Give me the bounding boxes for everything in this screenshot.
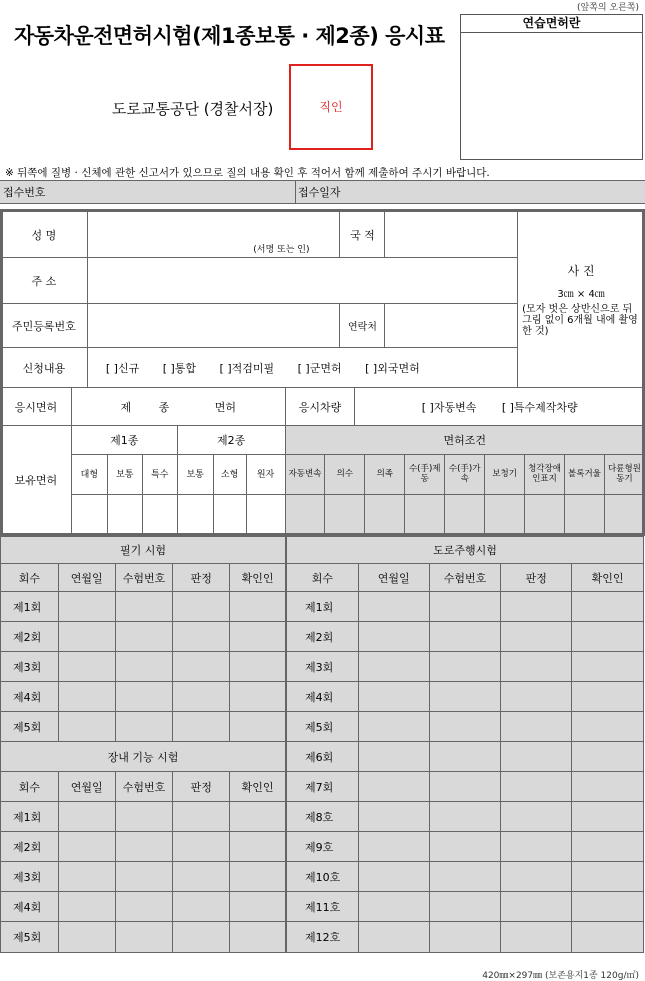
exam-license-label: 응시면허	[1, 388, 72, 426]
exam-license-field[interactable]	[71, 388, 285, 426]
exam-number-cell[interactable]	[429, 802, 501, 832]
confirm-cell[interactable]	[230, 832, 286, 862]
round-label: 제4회	[1, 682, 59, 712]
photo-size: 3㎝ × 4㎝	[557, 289, 605, 300]
exam-number-cell[interactable]	[429, 772, 501, 802]
nationality-field[interactable]	[385, 212, 518, 258]
condition-field[interactable]	[405, 495, 445, 535]
condition-automatic: 자동변속	[285, 455, 325, 495]
round-label: 제4회	[287, 682, 359, 712]
date-cell[interactable]	[358, 712, 429, 742]
round-label: 제2회	[1, 832, 59, 862]
class2-small: 소형	[213, 455, 246, 495]
issuing-agency: 도로교통공단 (경찰서장)	[112, 100, 274, 118]
result-cell[interactable]	[501, 832, 572, 862]
condition-field[interactable]	[445, 495, 485, 535]
confirm-cell[interactable]	[230, 592, 286, 622]
result-cell[interactable]	[501, 772, 572, 802]
round-label: 제2회	[1, 622, 59, 652]
date-cell[interactable]	[358, 622, 429, 652]
contact-field[interactable]	[385, 304, 518, 348]
date-cell[interactable]	[358, 682, 429, 712]
date-cell[interactable]	[58, 652, 115, 682]
result-cell[interactable]	[501, 682, 572, 712]
condition-hand-brake: 수(手)제동	[405, 455, 445, 495]
exam-number-cell[interactable]	[429, 892, 501, 922]
confirm-cell[interactable]	[572, 892, 644, 922]
round-label: 제4회	[1, 892, 59, 922]
round-label: 제8호	[287, 802, 359, 832]
vehicle-automatic-option[interactable]: [ ]자동변속	[421, 400, 477, 414]
exam-number-cell[interactable]	[115, 922, 173, 953]
column-header: 연월일	[358, 564, 429, 592]
round-label: 제1회	[1, 592, 59, 622]
date-cell[interactable]	[358, 802, 429, 832]
practice-license-box[interactable]	[460, 14, 643, 160]
round-label: 제2회	[287, 622, 359, 652]
condition-hearing-aid: 보청기	[485, 455, 525, 495]
address-field[interactable]	[87, 258, 517, 304]
name-field[interactable]	[87, 212, 340, 258]
page-side-label: (앞쪽의 오른쪽)	[576, 3, 639, 13]
exam-number-cell[interactable]	[115, 682, 173, 712]
date-cell[interactable]	[58, 592, 115, 622]
result-cell[interactable]	[501, 592, 572, 622]
column-header: 확인인	[230, 772, 286, 802]
class2-motorbike: 원자	[246, 455, 285, 495]
confirm-cell[interactable]	[572, 922, 644, 953]
round-label: 제6회	[287, 742, 359, 772]
exam-number-cell[interactable]	[115, 892, 173, 922]
condition-hearing-impaired-sign: 청각장애인표지	[525, 455, 565, 495]
date-cell[interactable]	[58, 682, 115, 712]
confirm-cell[interactable]	[230, 712, 286, 742]
practice-license-header: 연습면허란	[461, 15, 642, 33]
confirm-cell[interactable]	[572, 652, 644, 682]
road-test-title: 도로주행시험	[287, 537, 644, 564]
option-aptitude-unchecked[interactable]: [ ]적검미필	[219, 361, 275, 375]
vehicle-special-option[interactable]: [ ]특수제작차량	[501, 400, 578, 414]
round-label: 제10호	[287, 862, 359, 892]
condition-field[interactable]	[485, 495, 525, 535]
signature-hint: (서명 또는 인)	[253, 245, 310, 255]
exam-license-part-2: 종	[158, 400, 170, 414]
column-header: 회수	[1, 564, 59, 592]
application-options	[87, 348, 517, 388]
date-cell[interactable]	[58, 802, 115, 832]
date-cell[interactable]	[58, 712, 115, 742]
result-cell[interactable]	[173, 862, 230, 892]
application-label: 신청내용	[1, 348, 88, 388]
column-header: 수험번호	[115, 564, 173, 592]
date-cell[interactable]	[58, 892, 115, 922]
round-label: 제3회	[1, 862, 59, 892]
exam-number-cell[interactable]	[429, 592, 501, 622]
exam-number-cell[interactable]	[115, 712, 173, 742]
confirm-cell[interactable]	[230, 682, 286, 712]
exam-license-part-1: 제	[120, 400, 132, 414]
written-test-title: 필기 시험	[1, 537, 286, 564]
confirm-cell[interactable]	[572, 712, 644, 742]
confirm-cell[interactable]	[572, 772, 644, 802]
confirm-cell[interactable]	[572, 592, 644, 622]
round-label: 제5회	[1, 712, 59, 742]
official-seal-box: 직인	[289, 64, 373, 150]
date-cell[interactable]	[358, 892, 429, 922]
receipt-bar	[0, 180, 645, 204]
column-header: 회수	[1, 772, 59, 802]
resident-number-label: 주민등록번호	[1, 304, 88, 348]
confirm-cell[interactable]	[572, 802, 644, 832]
condition-field[interactable]	[564, 495, 604, 535]
condition-convex-mirror: 볼록거울	[564, 455, 604, 495]
resident-number-field[interactable]	[87, 304, 340, 348]
condition-field[interactable]	[604, 495, 644, 535]
condition-hand-accelerator: 수(手)가속	[445, 455, 485, 495]
condition-field[interactable]	[525, 495, 565, 535]
result-cell[interactable]	[173, 892, 230, 922]
conditions-header: 면허조건	[285, 426, 645, 455]
address-label: 주 소	[1, 258, 88, 304]
exam-number-cell[interactable]	[429, 712, 501, 742]
exam-number-cell[interactable]	[429, 622, 501, 652]
column-header: 수험번호	[115, 772, 173, 802]
result-cell[interactable]	[173, 922, 230, 953]
result-cell[interactable]	[173, 592, 230, 622]
result-cell[interactable]	[173, 682, 230, 712]
date-cell[interactable]	[58, 862, 115, 892]
confirm-cell[interactable]	[572, 832, 644, 862]
round-label: 제1회	[1, 802, 59, 832]
option-military-license[interactable]: [ ]군면허	[297, 361, 342, 375]
exam-vehicle-label: 응시차량	[285, 388, 355, 426]
nationality-label: 국 적	[340, 212, 385, 258]
column-header: 판정	[501, 564, 572, 592]
exam-vehicle-options	[355, 388, 645, 426]
round-label: 제1회	[287, 592, 359, 622]
class1-regular: 보통	[107, 455, 142, 495]
round-label: 제11호	[287, 892, 359, 922]
form-title: 자동차운전면허시험(제1종보통 · 제2종) 응시표	[14, 24, 445, 48]
exam-number-cell[interactable]	[115, 862, 173, 892]
condition-field[interactable]	[285, 495, 325, 535]
round-label: 제3회	[287, 652, 359, 682]
exam-number-cell[interactable]	[429, 922, 501, 953]
date-cell[interactable]	[58, 832, 115, 862]
column-header: 확인인	[572, 564, 644, 592]
condition-prosthetic-leg: 의족	[365, 455, 405, 495]
receipt-number-label: 접수번호	[3, 186, 46, 199]
class2-header: 제2종	[177, 426, 285, 455]
exam-number-cell[interactable]	[429, 862, 501, 892]
photo-title: 사 진	[567, 264, 595, 278]
result-cell[interactable]	[501, 922, 572, 953]
result-cell[interactable]	[173, 652, 230, 682]
exam-number-cell[interactable]	[429, 682, 501, 712]
date-cell[interactable]	[58, 922, 115, 953]
class2-regular-field[interactable]	[177, 495, 213, 535]
confirm-cell[interactable]	[230, 922, 286, 953]
round-label: 제5회	[1, 922, 59, 953]
condition-field[interactable]	[325, 495, 365, 535]
held-license-label: 보유면허	[1, 426, 72, 535]
confirm-cell[interactable]	[230, 892, 286, 922]
result-cell[interactable]	[501, 802, 572, 832]
date-cell[interactable]	[358, 832, 429, 862]
date-cell[interactable]	[358, 772, 429, 802]
class2-small-field[interactable]	[213, 495, 246, 535]
class1-large: 대형	[71, 455, 107, 495]
option-integrated[interactable]: [ ]통합	[162, 361, 197, 375]
round-label: 제7회	[287, 772, 359, 802]
confirm-cell[interactable]	[572, 742, 644, 772]
result-cell[interactable]	[501, 712, 572, 742]
class1-regular-field[interactable]	[107, 495, 142, 535]
result-cell[interactable]	[501, 652, 572, 682]
name-label: 성 명	[1, 212, 88, 258]
round-label: 제3회	[1, 652, 59, 682]
exam-number-cell[interactable]	[429, 742, 501, 772]
skill-test-title: 장내 기능 시험	[1, 742, 286, 772]
column-header: 연월일	[58, 772, 115, 802]
confirm-cell[interactable]	[572, 862, 644, 892]
exam-license-table	[0, 387, 645, 426]
exam-number-cell[interactable]	[115, 622, 173, 652]
column-header: 판정	[173, 564, 230, 592]
confirm-cell[interactable]	[230, 622, 286, 652]
column-header: 판정	[173, 772, 230, 802]
result-cell[interactable]	[173, 712, 230, 742]
result-cell[interactable]	[501, 862, 572, 892]
class1-header: 제1종	[71, 426, 177, 455]
date-cell[interactable]	[358, 652, 429, 682]
exam-license-part-3: 면허	[214, 400, 236, 414]
held-license-table	[0, 425, 645, 535]
column-header: 확인인	[230, 564, 286, 592]
confirm-cell[interactable]	[230, 652, 286, 682]
result-cell[interactable]	[173, 802, 230, 832]
result-cell[interactable]	[501, 622, 572, 652]
option-new[interactable]: [ ]신규	[105, 361, 140, 375]
round-label: 제9호	[287, 832, 359, 862]
confirm-cell[interactable]	[230, 802, 286, 832]
exam-number-cell[interactable]	[115, 592, 173, 622]
result-cell[interactable]	[501, 742, 572, 772]
class2-motorbike-field[interactable]	[246, 495, 285, 535]
confirm-cell[interactable]	[572, 622, 644, 652]
exam-number-cell[interactable]	[115, 832, 173, 862]
contact-label: 연락처	[340, 304, 385, 348]
receipt-date-label: 접수일자	[298, 186, 341, 199]
option-foreign-license[interactable]: [ ]외국면허	[365, 361, 420, 375]
condition-prosthetic-arm: 의수	[325, 455, 365, 495]
class1-large-field[interactable]	[71, 495, 107, 535]
applicant-table	[0, 211, 645, 388]
paper-spec: 420㎜×297㎜ (보존용지1종 120g/㎡)	[482, 971, 639, 981]
condition-field[interactable]	[365, 495, 405, 535]
condition-multi-wheel-motor: 다륜형원동기	[604, 455, 644, 495]
written-skill-table	[0, 536, 286, 953]
confirm-cell[interactable]	[230, 862, 286, 892]
class2-regular: 보통	[177, 455, 213, 495]
date-cell[interactable]	[358, 592, 429, 622]
exam-number-cell[interactable]	[115, 652, 173, 682]
notice-text: ※ 뒤쪽에 질병 · 신체에 관한 신고서가 있으므로 질의 내용 확인 후 적어서 함께 제출하여 주시기 바랍니다.	[5, 167, 490, 179]
confirm-cell[interactable]	[572, 682, 644, 712]
exam-number-cell[interactable]	[115, 802, 173, 832]
column-header: 연월일	[58, 564, 115, 592]
column-header: 수험번호	[429, 564, 501, 592]
result-cell[interactable]	[501, 892, 572, 922]
result-cell[interactable]	[173, 832, 230, 862]
date-cell[interactable]	[358, 922, 429, 953]
date-cell[interactable]	[358, 742, 429, 772]
round-label: 제5회	[287, 712, 359, 742]
class1-special: 특수	[142, 455, 177, 495]
photo-box[interactable]	[518, 212, 645, 388]
road-test-table	[286, 536, 644, 953]
exam-number-cell[interactable]	[429, 832, 501, 862]
column-header: 회수	[287, 564, 359, 592]
photo-note: (모자 벗은 상반신으로 뒤 그림 없이 6개월 내에 촬영한 것)	[522, 304, 638, 337]
date-cell[interactable]	[358, 862, 429, 892]
result-cell[interactable]	[173, 622, 230, 652]
exam-number-cell[interactable]	[429, 652, 501, 682]
class1-special-field[interactable]	[142, 495, 177, 535]
date-cell[interactable]	[58, 622, 115, 652]
round-label: 제12호	[287, 922, 359, 953]
